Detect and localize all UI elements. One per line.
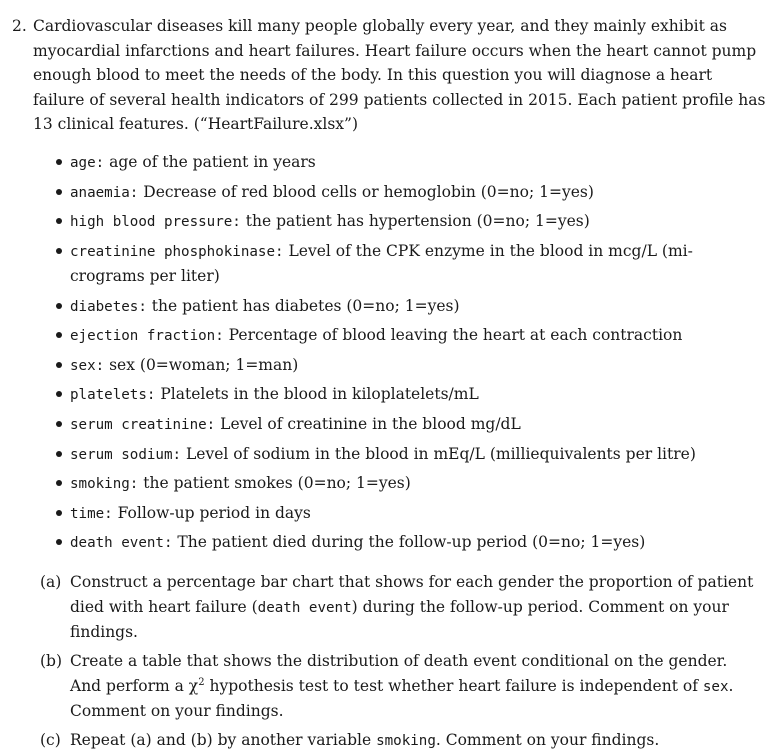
feature-desc: sex (0=woman; 1=man) — [104, 355, 299, 374]
part-text: . Comment on your findings. — [435, 731, 660, 749]
feature-name: diabetes: — [70, 298, 147, 315]
superscript: 2 — [198, 676, 205, 688]
feature-desc: Follow-up period in days — [112, 503, 311, 522]
bullet-icon — [56, 159, 62, 165]
intro-line: myocardial infarctions and heart failures. Heart failure occurs when the heart cannot pump — [33, 41, 757, 60]
intro-line: enough blood to meet the needs of the body. In this question you will diagnose a heart — [33, 66, 713, 84]
feature-desc: the patient has hypertension (0=no; 1=yes) — [240, 212, 590, 231]
feature-name: serum creatinine: — [70, 416, 216, 433]
feature-desc: Level of creatinine in the blood mg/dL — [215, 414, 521, 433]
part-text: And perform a χ — [70, 676, 199, 695]
feature-desc: The patient died during the follow-up period (0=no; 1=yes) — [172, 533, 646, 552]
feature-name: ejection fraction: — [70, 328, 224, 345]
feature-name: time: — [70, 505, 113, 522]
feature-name: creatinine phosphokinase: — [70, 243, 284, 260]
feature-name: anaemia: — [70, 184, 139, 201]
part-label: (a) — [40, 573, 62, 591]
bullet-icon — [56, 480, 62, 486]
intro-line: 13 clinical features. (“HeartFailure.xlsx”) — [33, 115, 359, 133]
intro-line: failure of several health indicators of 299 patients collected in 2015. Each patient profile has — [33, 90, 765, 109]
intro-line: Cardiovascular diseases kill many people globally every year, and they mainly exhibit as — [33, 17, 727, 35]
feature-desc: Level of sodium in the blood in mEq/L (milliequivalents per litre) — [181, 444, 696, 463]
part-line: Comment on your findings. — [70, 702, 284, 720]
part-text: ) during the follow-up period. Comment on your — [351, 597, 729, 616]
bullet-icon — [56, 539, 62, 545]
bullet-icon — [56, 362, 62, 368]
part-text: Repeat (a) and (b) by another variable — [70, 731, 377, 749]
question-intro — [33, 14, 765, 137]
feature-desc-cont: crograms per liter) — [70, 267, 220, 286]
part-text: hypothesis test to test whether heart failure is independent of — [204, 676, 703, 695]
question-number: 2. — [12, 17, 27, 35]
feature-desc: Decrease of red blood cells or hemoglobin (0=no; 1=yes) — [138, 182, 594, 201]
feature-desc: age of the patient in years — [104, 153, 316, 171]
part-line: Construct a percentage bar chart that shows for each gender the proportion of patient — [70, 573, 754, 591]
inline-code: smoking — [376, 733, 436, 749]
inline-code: sex — [702, 678, 729, 695]
bullet-icon — [56, 248, 62, 254]
feature-name: sex: — [70, 357, 105, 374]
feature-name: age: — [70, 155, 105, 171]
part-label: (b) — [40, 652, 63, 670]
feature-desc: Level of the CPK enzyme in the blood in mcg/L (mi- — [283, 241, 693, 260]
feature-desc: the patient has diabetes (0=no; 1=yes) — [146, 296, 460, 315]
part-line: findings. — [70, 623, 138, 641]
feature-desc: Platelets in the blood in kiloplatelets/mL — [155, 385, 479, 404]
bullet-icon — [56, 332, 62, 338]
feature-desc: the patient smokes (0=no; 1=yes) — [138, 474, 411, 493]
feature-name: high blood pressure: — [70, 214, 241, 231]
part-text: . — [728, 676, 734, 695]
part-label: (c) — [40, 731, 61, 749]
part-line: Create a table that shows the distribution of death event conditional on the gender. — [70, 652, 728, 670]
bullet-icon — [56, 451, 62, 457]
bullet-icon — [56, 421, 62, 427]
feature-desc: Percentage of blood leaving the heart at each contraction — [223, 326, 683, 345]
feature-name: smoking: — [70, 476, 139, 493]
bullet-icon — [56, 391, 62, 397]
bullet-icon — [56, 218, 62, 224]
feature-name: serum sodium: — [70, 446, 182, 463]
feature-name: platelets: — [70, 387, 156, 404]
part-text: died with heart failure ( — [70, 597, 258, 616]
bullet-icon — [56, 189, 62, 195]
inline-code: death event — [257, 599, 352, 616]
bullet-icon — [56, 510, 62, 516]
bullet-icon — [56, 303, 62, 309]
feature-name: death event: — [70, 535, 173, 552]
